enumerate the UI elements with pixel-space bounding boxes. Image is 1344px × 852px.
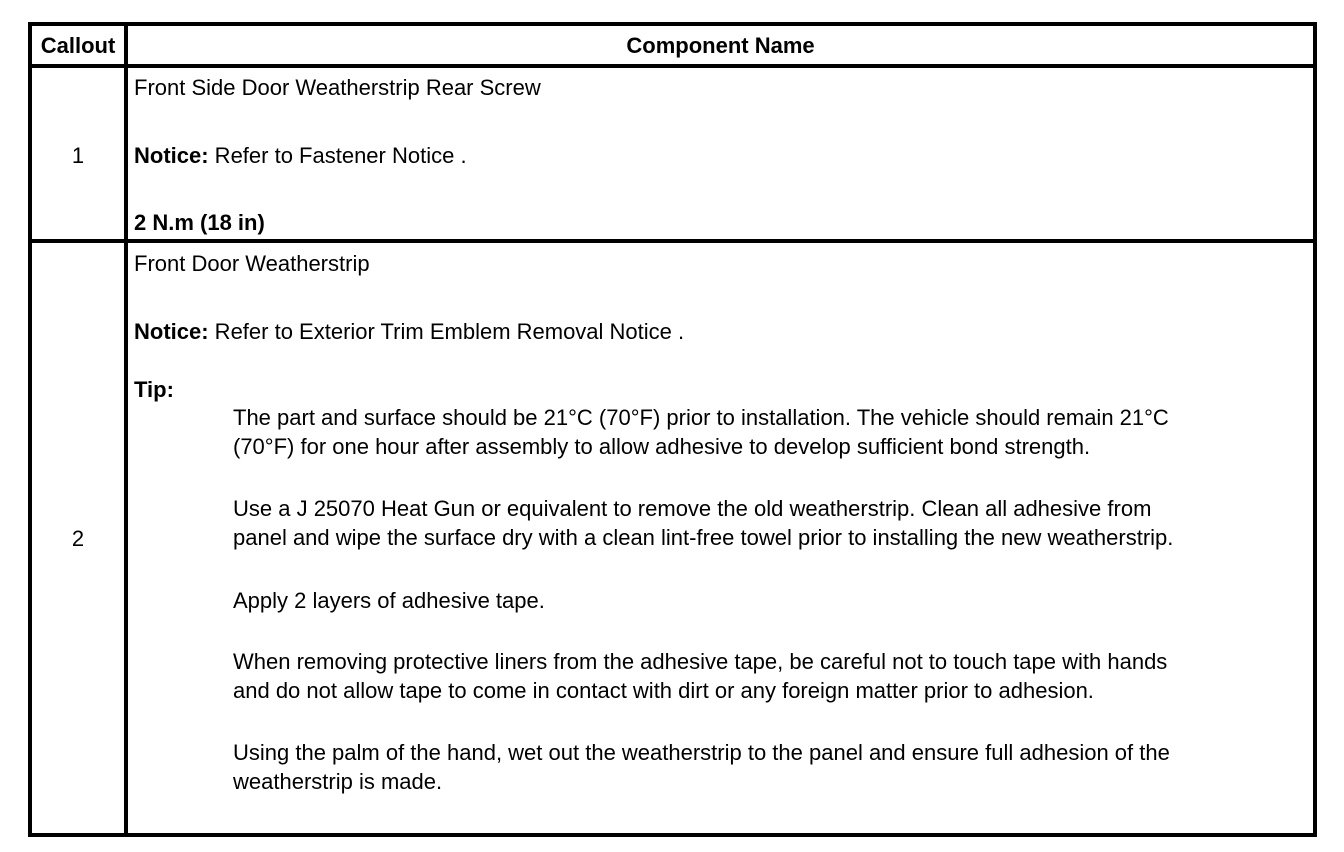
tip-line: (70°F) for one hour after assembly to allow adhesive to develop sufficient bond strength.: [233, 434, 1091, 459]
torque-spec: 2 N.m (18 in): [134, 210, 265, 235]
tip-line: and do not allow tape to come in contact with dirt or any foreign matter prior to adhesion.: [233, 678, 1094, 703]
header-component-name: Component Name: [626, 33, 815, 58]
tip-line: When removing protective liners from the adhesive tape, be careful not to touch tape with hands: [233, 649, 1168, 674]
column-divider: [124, 22, 128, 837]
notice-line: [134, 141, 467, 170]
tip-label: Tip:: [134, 377, 174, 402]
tip-line: The part and surface should be 21°C (70°F) prior to installation. The vehicle should remain 21°C: [233, 405, 1169, 430]
tip-line: Apply 2 layers of adhesive tape.: [233, 588, 545, 613]
notice-line: [134, 317, 684, 346]
notice-label: Notice:: [134, 143, 209, 168]
tip-line: Using the palm of the hand, wet out the weatherstrip to the panel and ensure full adhesion of the: [233, 740, 1170, 765]
callout-number: 1: [71, 143, 85, 168]
tip-line: weatherstrip is made.: [233, 769, 443, 794]
callout-number: 2: [71, 526, 85, 551]
component-title: Front Door Weatherstrip: [134, 251, 370, 276]
tip-line: panel and wipe the surface dry with a clean lint-free towel prior to installing the new weatherstrip.: [233, 525, 1174, 550]
notice-text: Refer to Exterior Trim Emblem Removal Notice .: [208, 319, 685, 344]
component-title: Front Side Door Weatherstrip Rear Screw: [134, 75, 541, 100]
header-callout: Callout: [40, 33, 116, 58]
notice-label: Notice:: [134, 319, 209, 344]
notice-text: Refer to Fastener Notice .: [208, 143, 467, 168]
row-divider: [28, 239, 1317, 243]
tip-line: Use a J 25070 Heat Gun or equivalent to remove the old weatherstrip. Clean all adhesive from: [233, 496, 1152, 521]
header-divider: [28, 64, 1317, 68]
